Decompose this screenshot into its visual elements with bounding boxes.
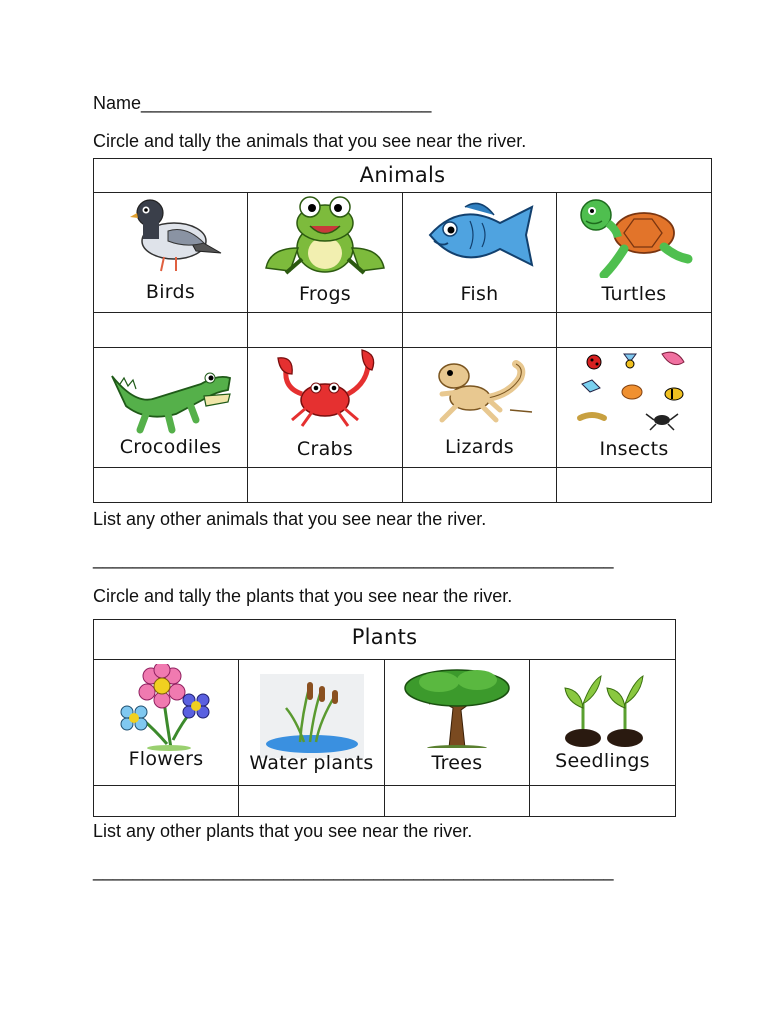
animals-table-header bbox=[94, 159, 712, 193]
animal-label-frogs: Frogs bbox=[298, 283, 352, 305]
animal-label-insects: Insects bbox=[599, 438, 669, 460]
other-plants-prompt: List any other plants that you see near the river. bbox=[93, 821, 473, 841]
plant-cell-water-plants bbox=[239, 660, 385, 786]
animals-header-text: Animals bbox=[359, 163, 446, 187]
tally-box-crocodiles[interactable] bbox=[94, 468, 248, 503]
animal-cell-crocodiles bbox=[94, 348, 248, 468]
animal-cell-lizards bbox=[403, 348, 557, 468]
animal-cell-crabs bbox=[248, 348, 403, 468]
tally-box-fish[interactable] bbox=[403, 313, 557, 348]
pigeon-icon bbox=[116, 193, 226, 278]
animal-label-crabs: Crabs bbox=[296, 438, 354, 460]
plants-table-header bbox=[94, 620, 676, 660]
plants-table bbox=[93, 619, 676, 817]
tally-box-flowers[interactable] bbox=[94, 786, 239, 817]
animal-label-turtles: Turtles bbox=[601, 283, 667, 305]
water-plants-icon bbox=[260, 674, 364, 758]
plant-cell-flowers bbox=[94, 660, 239, 786]
plant-cell-seedlings bbox=[530, 660, 676, 786]
flowers-icon bbox=[111, 664, 221, 752]
animals-table bbox=[93, 158, 712, 503]
tally-box-lizards[interactable] bbox=[403, 468, 557, 503]
tally-box-turtles[interactable] bbox=[557, 313, 712, 348]
lizard-icon bbox=[420, 354, 540, 434]
tally-box-crabs[interactable] bbox=[248, 468, 403, 503]
plant-cell-trees bbox=[385, 660, 530, 786]
plant-label-flowers: Flowers bbox=[128, 748, 204, 770]
animal-cell-insects bbox=[557, 348, 712, 468]
animals-instruction: Circle and tally the animals that you see near the river. bbox=[93, 131, 527, 151]
animal-cell-fish bbox=[403, 193, 557, 313]
animal-cell-birds bbox=[94, 193, 248, 313]
animal-cell-turtles bbox=[557, 193, 712, 313]
plant-label-trees: Trees bbox=[431, 752, 483, 774]
tally-box-trees[interactable] bbox=[385, 786, 530, 817]
animal-label-crocodiles: Crocodiles bbox=[119, 436, 222, 458]
seedlings-icon bbox=[553, 668, 653, 748]
animal-label-birds: Birds bbox=[145, 281, 196, 303]
plant-label-seedlings: Seedlings bbox=[555, 750, 650, 772]
animal-cell-frogs bbox=[248, 193, 403, 313]
tally-box-water-plants[interactable] bbox=[239, 786, 385, 817]
turtle-icon bbox=[572, 193, 697, 278]
frog-icon bbox=[260, 193, 390, 278]
crocodile-icon bbox=[106, 356, 236, 436]
tally-box-frogs[interactable] bbox=[248, 313, 403, 348]
fish-icon bbox=[420, 193, 540, 278]
tree-icon bbox=[399, 664, 515, 748]
other-animals-answer-line[interactable]: ____________________________________________________ bbox=[93, 549, 614, 569]
plants-instruction: Circle and tally the plants that you see near the river. bbox=[93, 586, 513, 606]
animal-label-lizards: Lizards bbox=[444, 436, 515, 458]
plant-label-water-plants: Water plants bbox=[249, 752, 374, 774]
other-plants-answer-line[interactable]: ____________________________________________________ bbox=[93, 861, 614, 881]
crab-icon bbox=[270, 348, 380, 433]
insects-icon bbox=[572, 348, 697, 433]
tally-box-seedlings[interactable] bbox=[530, 786, 676, 817]
tally-box-insects[interactable] bbox=[557, 468, 712, 503]
tally-box-birds[interactable] bbox=[94, 313, 248, 348]
other-animals-prompt: List any other animals that you see near the river. bbox=[93, 509, 487, 529]
name-field-label: Name_____________________________ bbox=[93, 93, 432, 113]
plants-header-text: Plants bbox=[351, 625, 418, 649]
animal-label-fish: Fish bbox=[460, 283, 499, 305]
